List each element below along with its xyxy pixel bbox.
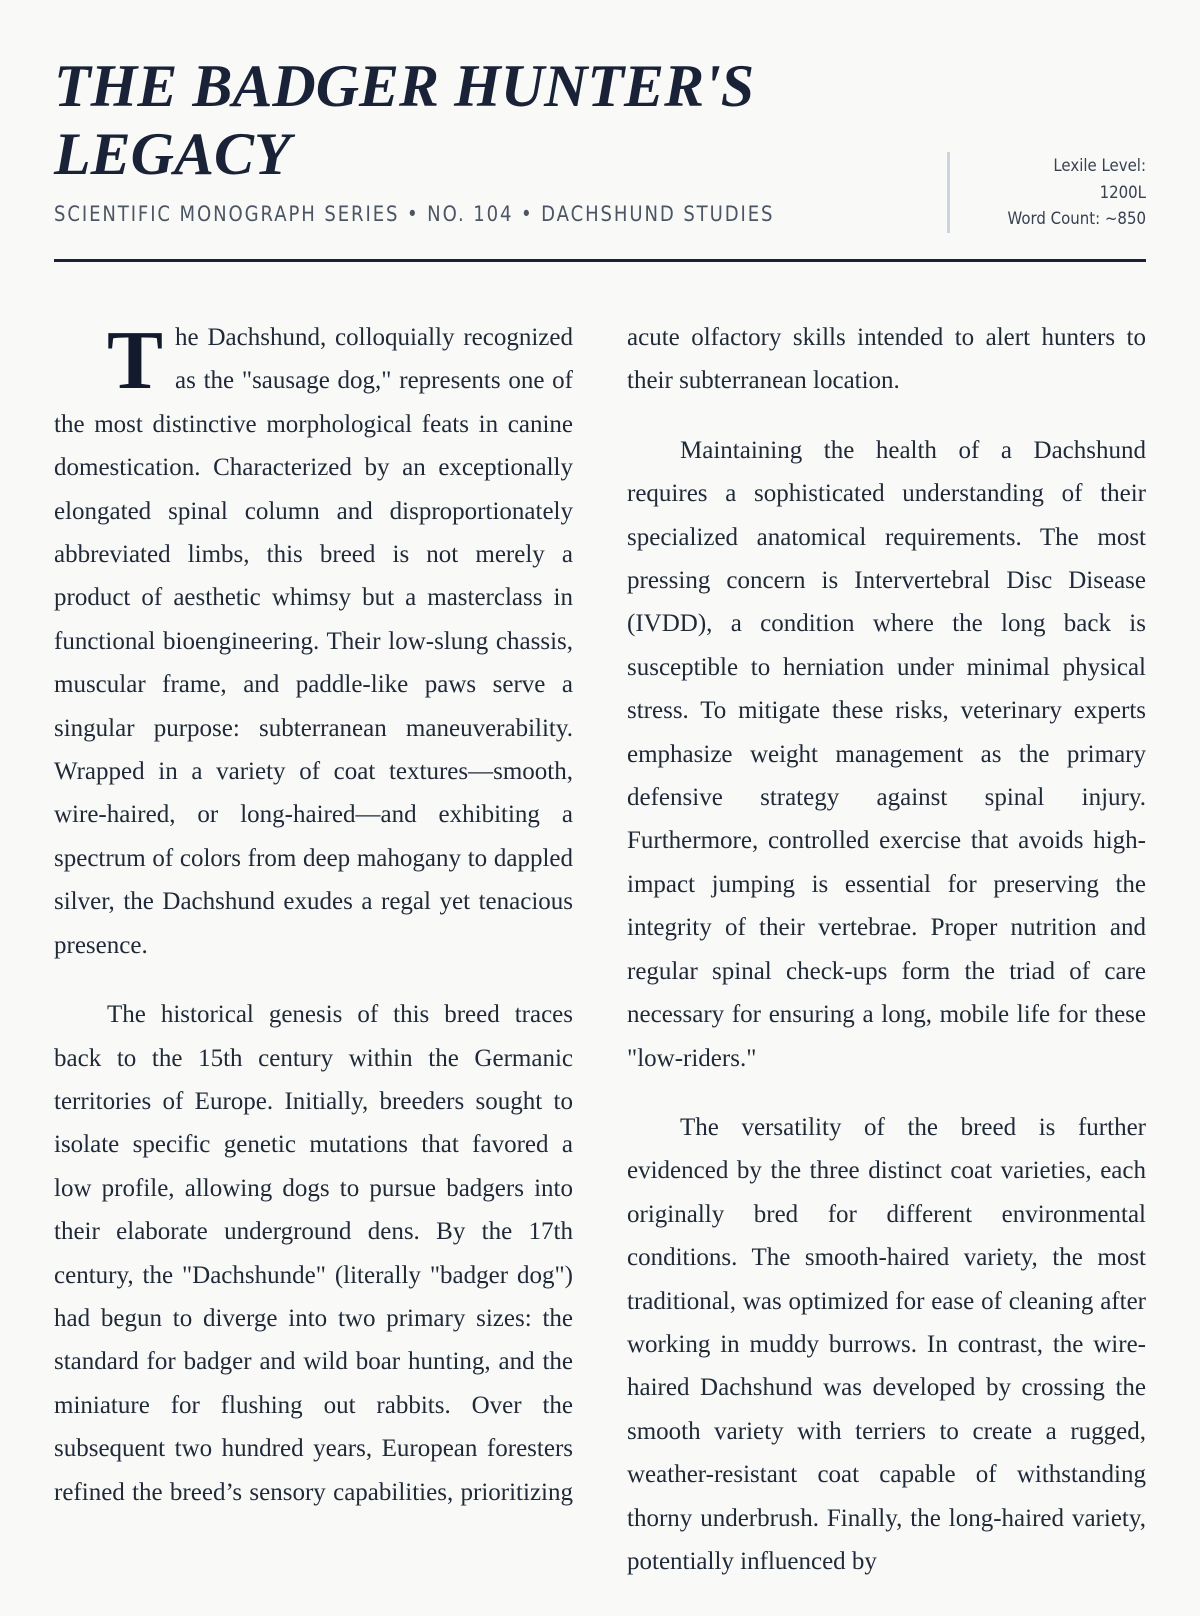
paragraph-2: The historical genesis of this breed traces back to the 15th century within the Germanic territories of Europe. Initially, breeders sought to isolate specific genetic mutations that favored a low profile, allowing dogs to pursue badgers into their elaborate underground dens. By the 17th century, the "Dachshunde" (literally "badger dog") had begun to diverge into two primary sizes: the standard for badger and wild boar hunting, and the miniature for flushing out rabbits. Over the subsequent two hundred years, European foresters refined the breed’s sensory capabilities, prioritizing acute olfactory skills intended to alert hunters to their subterranean location. [54, 324, 1146, 1506]
paragraph-1-text: he Dachshund, colloquially recognized as the "sausage dog," represents one of the most distinctive morphological feats in canine domestication. Characterized by an exceptionally elongated spinal column and disproportionately abbreviated limbs, this breed is not merely a product of aesthetic whimsy but a masterclass in functional bioengineering. Their low-slung chassis, muscular frame, and paddle-like paws serve a singular purpose: subterranean maneuverability. Wrapped in a variety of coat textures—smooth, wire-haired, or long-haired—and exhibiting a spectrum of colors from deep mahogany to dappled silver, the Dachshund exudes a regal yet tenacious presence. [54, 324, 573, 959]
series-subtitle: SCIENTIFIC MONOGRAPH SERIES • NO. 104 • DACHSHUND STUDIES [54, 202, 775, 226]
lexile-label: Lexile Level: [1053, 156, 1146, 176]
paragraph-4: The versatility of the breed is further evidenced by the three distinct coat varieties, each originally bred for different environmental conditions. The smooth-haired variety, the most traditional, was optimized for ease of cleaning after working in muddy burrows. In contrast, the wire-haired Dachshund was developed by crossing the smooth variety with terriers to create a rugged, weather-resistant coat capable of withstanding thorny underbrush. Finally, the long-haired variety, potentially influenced by [627, 1113, 1146, 1575]
page-title: THE BADGER HUNTER'S LEGACY [54, 53, 755, 187]
paragraph-1 [54, 316, 573, 967]
paragraph-3: Maintaining the health of a Dachshund requires a sophisticated understanding of their specialized anatomical requirements. The most pressing concern is Intervertebral Disc Disease (IVDD), a condition where the long back is susceptible to herniation under minimal physical stress. To mitigate these risks, veterinary experts emphasize weight management as the primary defensive strategy against spinal injury. Furthermore, controlled exercise that avoids high-impact jumping is essential for preserving the integrity of their vertebrae. Proper nutrition and regular spinal check-ups form the triad of care necessary for ensuring a long, mobile life for these "low-riders." [627, 436, 1146, 1072]
word-count: Word Count: ~850 [1007, 209, 1146, 229]
masthead [54, 0, 1146, 262]
reading-metadata [947, 152, 1146, 233]
lexile-value: 1200L [1099, 182, 1146, 203]
drop-cap: T [107, 314, 164, 407]
article-body [54, 316, 1146, 1616]
